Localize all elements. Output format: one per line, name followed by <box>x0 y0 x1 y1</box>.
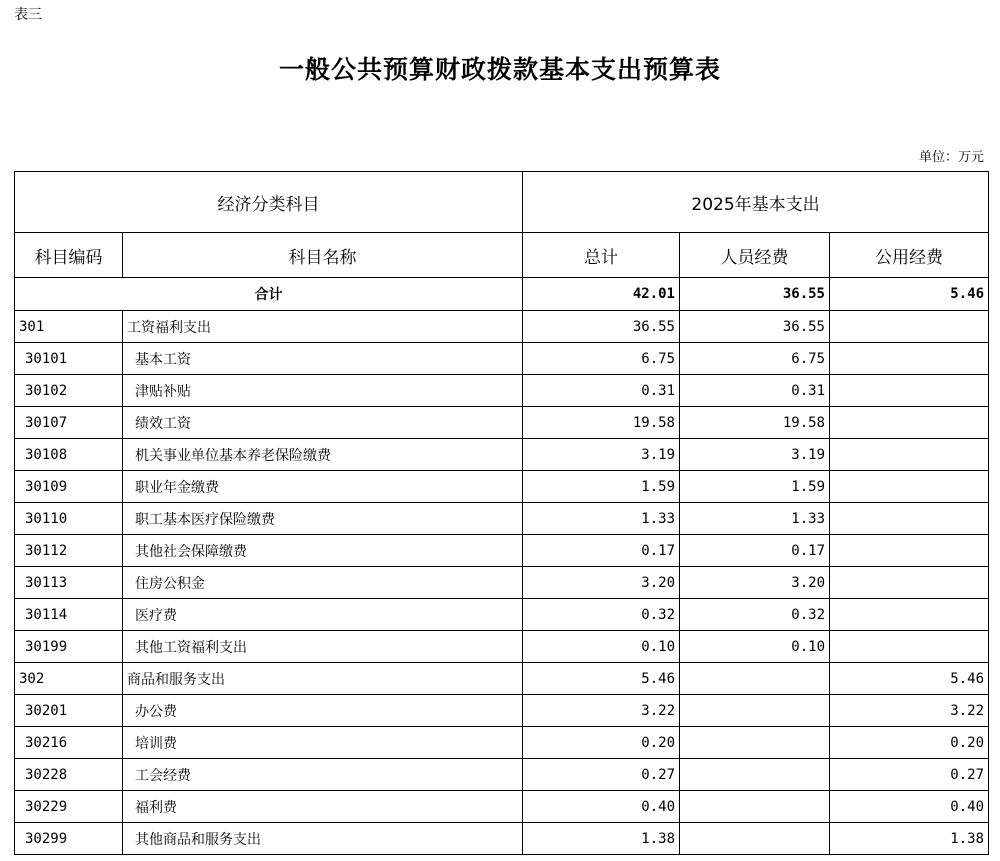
row-public: 3.22 <box>830 695 989 727</box>
row-public <box>830 535 989 567</box>
row-personnel: 1.33 <box>680 503 830 535</box>
row-name: 培训费 <box>123 727 523 759</box>
row-public <box>830 503 989 535</box>
row-public: 1.38 <box>830 823 989 855</box>
row-name: 住房公积金 <box>123 567 523 599</box>
row-name: 津贴补贴 <box>123 375 523 407</box>
row-public: 5.46 <box>830 663 989 695</box>
table-row <box>15 599 989 631</box>
row-code: 30299 <box>15 823 123 855</box>
row-name: 其他社会保障缴费 <box>123 535 523 567</box>
table-row <box>15 407 989 439</box>
row-code: 30113 <box>15 567 123 599</box>
table-number: 表三 <box>14 7 42 23</box>
row-total: 3.19 <box>523 439 680 471</box>
table-row <box>15 631 989 663</box>
total-public: 5.46 <box>830 278 989 311</box>
row-total: 0.40 <box>523 791 680 823</box>
row-public <box>830 343 989 375</box>
row-code: 30228 <box>15 759 123 791</box>
row-public <box>830 407 989 439</box>
row-personnel: 6.75 <box>680 343 830 375</box>
table-row <box>15 503 989 535</box>
row-public <box>830 567 989 599</box>
table-row <box>15 823 989 855</box>
row-personnel: 0.31 <box>680 375 830 407</box>
row-total: 3.20 <box>523 567 680 599</box>
row-name: 商品和服务支出 <box>123 663 523 695</box>
row-code: 301 <box>15 311 123 343</box>
row-total: 0.27 <box>523 759 680 791</box>
row-name: 其他商品和服务支出 <box>123 823 523 855</box>
header-name: 科目名称 <box>123 233 523 278</box>
header-row-2 <box>15 233 989 278</box>
row-name: 工资福利支出 <box>123 311 523 343</box>
table-row <box>15 311 989 343</box>
row-public <box>830 311 989 343</box>
row-total: 1.33 <box>523 503 680 535</box>
row-personnel: 0.10 <box>680 631 830 663</box>
row-total: 5.46 <box>523 663 680 695</box>
header-basic-expense-2025: 2025年基本支出 <box>523 172 989 233</box>
row-total: 19.58 <box>523 407 680 439</box>
row-public: 0.40 <box>830 791 989 823</box>
row-personnel <box>680 727 830 759</box>
header-public: 公用经费 <box>830 233 989 278</box>
table-row <box>15 791 989 823</box>
row-code: 30109 <box>15 471 123 503</box>
row-public: 0.27 <box>830 759 989 791</box>
header-code: 科目编码 <box>15 233 123 278</box>
table-row <box>15 695 989 727</box>
row-name: 绩效工资 <box>123 407 523 439</box>
page-title: 一般公共预算财政拨款基本支出预算表 <box>278 55 721 84</box>
table-row <box>15 759 989 791</box>
row-personnel <box>680 791 830 823</box>
unit-label: 单位：万元 <box>918 150 984 165</box>
table-row <box>15 343 989 375</box>
row-total: 0.32 <box>523 599 680 631</box>
table-row <box>15 439 989 471</box>
row-total: 0.20 <box>523 727 680 759</box>
row-code: 30216 <box>15 727 123 759</box>
row-code: 30112 <box>15 535 123 567</box>
table-row <box>15 535 989 567</box>
row-public <box>830 599 989 631</box>
header-total: 总计 <box>523 233 680 278</box>
table-row <box>15 471 989 503</box>
row-personnel <box>680 759 830 791</box>
row-total: 0.31 <box>523 375 680 407</box>
row-code: 30114 <box>15 599 123 631</box>
row-public <box>830 471 989 503</box>
row-name: 职工基本医疗保险缴费 <box>123 503 523 535</box>
row-public <box>830 375 989 407</box>
row-personnel <box>680 663 830 695</box>
header-personnel: 人员经费 <box>680 233 830 278</box>
row-name: 工会经费 <box>123 759 523 791</box>
row-personnel <box>680 823 830 855</box>
budget-table <box>14 171 989 855</box>
table-row <box>15 727 989 759</box>
row-public: 0.20 <box>830 727 989 759</box>
row-total: 0.10 <box>523 631 680 663</box>
row-code: 30199 <box>15 631 123 663</box>
row-name: 机关事业单位基本养老保险缴费 <box>123 439 523 471</box>
row-total: 1.38 <box>523 823 680 855</box>
row-code: 30107 <box>15 407 123 439</box>
table-row <box>15 663 989 695</box>
row-personnel: 19.58 <box>680 407 830 439</box>
total-total: 42.01 <box>523 278 680 311</box>
total-row <box>15 278 989 311</box>
row-name: 其他工资福利支出 <box>123 631 523 663</box>
header-row-1 <box>15 172 989 233</box>
header-economic-classification: 经济分类科目 <box>15 172 523 233</box>
row-total: 3.22 <box>523 695 680 727</box>
row-code: 30108 <box>15 439 123 471</box>
row-public <box>830 439 989 471</box>
row-personnel: 3.19 <box>680 439 830 471</box>
total-personnel: 36.55 <box>680 278 830 311</box>
total-label: 合计 <box>15 278 523 311</box>
row-total: 1.59 <box>523 471 680 503</box>
row-code: 302 <box>15 663 123 695</box>
row-total: 36.55 <box>523 311 680 343</box>
row-name: 办公费 <box>123 695 523 727</box>
row-code: 30101 <box>15 343 123 375</box>
row-personnel: 0.32 <box>680 599 830 631</box>
table-row <box>15 567 989 599</box>
row-personnel: 1.59 <box>680 471 830 503</box>
row-public <box>830 631 989 663</box>
row-code: 30229 <box>15 791 123 823</box>
row-personnel <box>680 695 830 727</box>
row-total: 6.75 <box>523 343 680 375</box>
row-personnel: 3.20 <box>680 567 830 599</box>
row-total: 0.17 <box>523 535 680 567</box>
row-personnel: 0.17 <box>680 535 830 567</box>
row-personnel: 36.55 <box>680 311 830 343</box>
row-name: 医疗费 <box>123 599 523 631</box>
row-name: 福利费 <box>123 791 523 823</box>
row-name: 职业年金缴费 <box>123 471 523 503</box>
row-code: 30102 <box>15 375 123 407</box>
row-code: 30201 <box>15 695 123 727</box>
row-code: 30110 <box>15 503 123 535</box>
row-name: 基本工资 <box>123 343 523 375</box>
table-row <box>15 375 989 407</box>
